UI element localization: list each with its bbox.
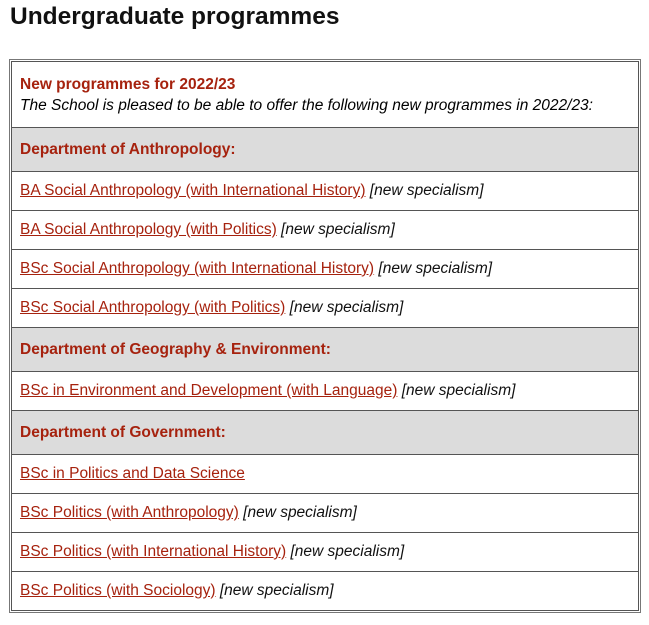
- specialism-note: [new specialism]: [369, 182, 484, 199]
- intro-text: The School is pleased to be able to offer the following new programmes in 2022/23:: [20, 96, 593, 114]
- specialism-note: [new specialism]: [401, 382, 516, 399]
- programme-row: [12, 250, 639, 289]
- programme-cell: [12, 289, 639, 328]
- programme-row: [12, 455, 639, 494]
- programme-link[interactable]: BSc in Environment and Development (with Language): [20, 382, 398, 399]
- intro-cell: [12, 62, 639, 128]
- programme-row: [12, 572, 639, 611]
- programme-row: [12, 533, 639, 572]
- department-header: Department of Government:: [12, 411, 639, 455]
- department-header-row: [12, 411, 639, 455]
- programme-cell: [12, 572, 639, 611]
- specialism-note: [new specialism]: [290, 543, 405, 560]
- programme-link[interactable]: BSc Politics (with Sociology): [20, 582, 216, 599]
- intro-heading: New programmes for 2022/23: [20, 75, 236, 93]
- programme-cell: [12, 250, 639, 289]
- department-header: Department of Anthropology:: [12, 128, 639, 172]
- programme-link[interactable]: BSc in Politics and Data Science: [20, 465, 245, 482]
- programme-cell: [12, 372, 639, 411]
- specialism-note: [new specialism]: [243, 504, 357, 521]
- specialism-note: [new specialism]: [281, 221, 395, 238]
- department-header-row: [12, 328, 639, 372]
- department-header-row: [12, 128, 639, 172]
- programme-row: [12, 211, 639, 250]
- programme-cell: [12, 494, 639, 533]
- programme-cell: [12, 172, 639, 211]
- page-title: Undergraduate programmes: [10, 3, 340, 30]
- programme-row: [12, 494, 639, 533]
- intro-row: [12, 62, 639, 128]
- programme-row: [12, 289, 639, 328]
- programme-cell: [12, 455, 639, 494]
- programme-link[interactable]: BSc Politics (with Anthropology): [20, 504, 239, 521]
- programme-link[interactable]: BSc Social Anthropology (with Politics): [20, 299, 286, 316]
- programme-cell: [12, 211, 639, 250]
- programme-link[interactable]: BSc Social Anthropology (with International History): [20, 260, 375, 277]
- programme-link[interactable]: BSc Politics (with International History): [20, 543, 287, 560]
- specialism-note: [new specialism]: [378, 260, 493, 277]
- department-header: Department of Geography & Environment:: [12, 328, 639, 372]
- programme-row: [12, 372, 639, 411]
- specialism-note: [new specialism]: [289, 299, 404, 316]
- programme-link[interactable]: BA Social Anthropology (with International History): [20, 182, 366, 199]
- programme-cell: [12, 533, 639, 572]
- specialism-note: [new specialism]: [219, 582, 334, 599]
- programme-link[interactable]: BA Social Anthropology (with Politics): [20, 221, 277, 238]
- programme-row: [12, 172, 639, 211]
- programmes-table: [9, 59, 641, 613]
